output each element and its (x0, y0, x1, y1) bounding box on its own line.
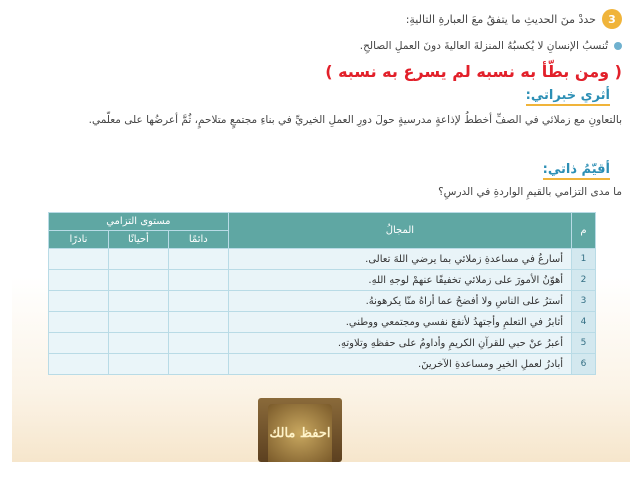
question-text: حددْ منَ الحديثِ ما يتفقُ معَ العبارةِ التاليةِ: (405, 12, 596, 26)
row-number: 1 (572, 249, 596, 270)
row-text: أسارعُ في مساعدةِ زملائي بما يرضي اللهَ تعالى. (228, 249, 571, 270)
right-margin (630, 0, 640, 480)
cell-sometimes[interactable] (108, 291, 168, 312)
cell-rarely[interactable] (49, 333, 109, 354)
row-number: 3 (572, 291, 596, 312)
header-sometimes: أحيانًا (108, 231, 168, 249)
self-assess-heading: أقيّمُ ذاتي: (543, 162, 610, 180)
cell-always[interactable] (168, 312, 228, 333)
table-row (49, 270, 596, 291)
self-assess-question: ما مدى التزامي بالقيمِ الواردةِ في الدرسِ؟ (438, 186, 622, 198)
bottom-margin (0, 462, 640, 480)
cell-sometimes[interactable] (108, 249, 168, 270)
row-number: 2 (572, 270, 596, 291)
cell-always[interactable] (168, 354, 228, 375)
cell-rarely[interactable] (49, 270, 109, 291)
red-annotation: ( ومن بطّأ به نسبه لم يسرع به نسبه ) (325, 62, 622, 81)
table-row (49, 333, 596, 354)
question-row (32, 8, 622, 30)
statement-text: تُنسبُ الإنسانِ لا يُكسبُهُ المنزلةَ العاليةَ دونَ العملِ الصالحِ. (359, 40, 608, 52)
enrich-paragraph: بالتعاونِ مع زملائي في الصفِّ أخططُ لإذاعةٍ مدرسيةٍ حولَ دورِ العملِ الخيريِّ في بناءِ مجتمعٍ متلاحمٍ، ثُمَّ أعرضُها على معلّمي. (88, 114, 622, 126)
book-cover-panel (268, 404, 332, 462)
row-text: أعبرُ عنْ حبي للقرآنِ الكريمِ وأداومُ على حفظهِ وتلاوتهِ. (228, 333, 571, 354)
header-rarely: نادرًا (49, 231, 109, 249)
cell-always[interactable] (168, 333, 228, 354)
statement-row (32, 36, 622, 56)
table-row (49, 249, 596, 270)
row-text: أبادرُ لعملِ الخيرِ ومساعدةِ الآخرينَ. (228, 354, 571, 375)
enrich-heading: أثري خبراتي: (526, 88, 610, 106)
cell-always[interactable] (168, 249, 228, 270)
cell-sometimes[interactable] (108, 354, 168, 375)
cell-always[interactable] (168, 291, 228, 312)
row-text: أثابرُ في التعلمِ وأجتهدُ لأنفعَ نفسي ومجتمعي ووطني. (228, 312, 571, 333)
table-row (49, 291, 596, 312)
header-num: م (572, 213, 596, 249)
book-title: احفظ مالك (269, 425, 331, 441)
table-row (49, 312, 596, 333)
cell-rarely[interactable] (49, 354, 109, 375)
cell-sometimes[interactable] (108, 270, 168, 291)
cell-rarely[interactable] (49, 312, 109, 333)
cell-always[interactable] (168, 270, 228, 291)
book-cover-image (258, 398, 342, 462)
bullet-dot-icon (614, 42, 622, 50)
self-assessment-table (48, 212, 596, 375)
row-text: أسترُ على الناسِ ولا أفضحُ عما أراهُ منّا يكرهونهُ. (228, 291, 571, 312)
header-field: المجالُ (228, 213, 571, 249)
row-text: أهوّنُ الأمورَ على زملائي تخفيفًا عنهمْ لوجهِ اللهِ. (228, 270, 571, 291)
cell-sometimes[interactable] (108, 333, 168, 354)
row-number: 5 (572, 333, 596, 354)
cell-rarely[interactable] (49, 291, 109, 312)
question-number-badge: 3 (602, 9, 622, 29)
row-number: 4 (572, 312, 596, 333)
header-level: مستوى التزامي (49, 213, 229, 231)
cell-sometimes[interactable] (108, 312, 168, 333)
table-row (49, 354, 596, 375)
header-always: دائمًا (168, 231, 228, 249)
row-number: 6 (572, 354, 596, 375)
cell-rarely[interactable] (49, 249, 109, 270)
